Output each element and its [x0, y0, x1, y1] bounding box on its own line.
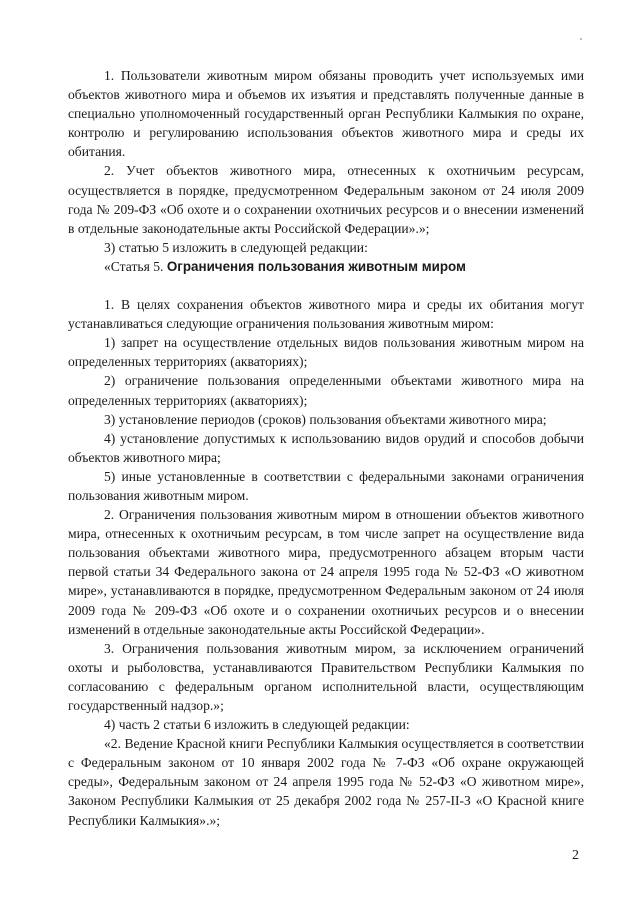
article-paragraph-1: 1. В целях сохранения объектов животного мира и среды их обитания могут устанавливаться следующие ограничения пользования животным миром:: [68, 297, 584, 332]
article-item-3: 3) установление периодов (сроков) пользования объектами животного мира;: [104, 411, 547, 427]
page-number: 2: [572, 848, 579, 863]
article-item-1: 1) запрет на осуществление отдельных видов пользования животным миром на определенных территориях (акваториях);: [68, 335, 584, 370]
article-heading-prefix: «Статья 5.: [104, 258, 167, 274]
paragraph-1: 1. Пользователи животным миром обязаны проводить учет используемых ими объектов животного мира и объемов их изъятия и представлять полученные данные в специально уполномоченный государственный орган Республики Калмыкия по охране, контролю и регулированию использования объектов животного мира и среды их обитания.: [68, 68, 584, 160]
article-paragraph-2: 2. Ограничения пользования животным миром в отношении объектов животного мира, отнесенных к охотничьим ресурсам, в том числе запрет на осуществление вида пользования объектами животного мира, предусмотренного абзацем вторым части первой статьи 34 Федерального закона от 24 апреля 1995 года № 52-ФЗ «О животном мире», устанавливаются в порядке, предусмотренном Федеральным законом от 24 июля 2009 года № 209-ФЗ «Об охоте и о сохранении охотничьих ресурсов и о внесении изменений в отдельные законодательные акты Российской Федерации».: [68, 507, 584, 637]
article-heading-title: Ограничения пользования животным миром: [166, 258, 466, 274]
article-item-2: 2) ограничение пользования определенными объектами животного мира на определенных территориях (акваториях);: [68, 373, 584, 408]
amendment-4: 4) часть 2 статьи 6 изложить в следующей редакции:: [104, 717, 410, 733]
amendment-4-text: «2. Ведение Красной книги Республики Калмыкия осуществляется в соответствии с Федеральным законом от 10 января 2002 года № 7-ФЗ «Об охране окружающей среды», Федеральным законом от 24 апреля 1995 года № 52-ФЗ «О животном мире», Законом Республики Калмыкия от 25 декабря 2002 года № 257-II-З «О Красной книге Республики Калмыкия».»;: [68, 736, 584, 828]
blank-line: [68, 276, 584, 295]
paragraph-2: 2. Учет объектов животного мира, отнесенных к охотничьим ресурсам, осуществляется в порядке, предусмотренном Федеральным законом от 24 июля 2009 года № 209-ФЗ «Об охоте и о сохранении охотничьих ресурсов и о внесении изменений в отдельные законодательные акты Российской Федерации».»;: [68, 163, 584, 236]
article-paragraph-3: 3. Ограничения пользования животным миром, за исключением ограничений охоты и рыболовства, устанавливаются Правительством Республики Калмыкия по согласованию с федеральным органом исполнительной власти, осуществляющим государственный надзор.»;: [68, 640, 584, 713]
article-item-5: 5) иные установленные в соответствии с федеральными законами ограничения пользования животным миром.: [68, 468, 584, 503]
scan-artifact: [580, 38, 582, 40]
document-body: [68, 66, 584, 830]
paragraph-3: 3) статью 5 изложить в следующей редакции:: [104, 239, 368, 255]
article-heading: [68, 257, 584, 276]
article-item-4: 4) установление допустимых к использованию видов орудий и способов добычи объектов животного мира;: [68, 430, 584, 465]
